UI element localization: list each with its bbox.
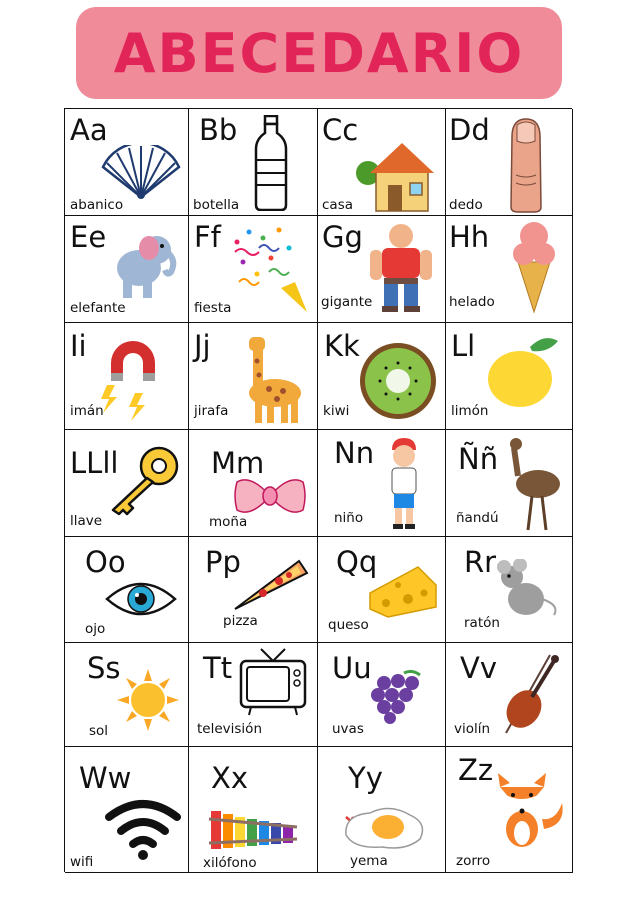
word-label: queso: [328, 617, 369, 633]
letter-label: Ll: [451, 329, 476, 363]
violin-icon: [498, 653, 560, 739]
cell-k: [318, 323, 446, 430]
word-label: abanico: [70, 197, 124, 213]
letter-label: Nn: [334, 436, 375, 470]
cell-g: [318, 216, 446, 323]
cell-t: [189, 643, 318, 747]
alphabet-grid: [64, 108, 572, 872]
word-label: casa: [322, 197, 354, 213]
word-label: uvas: [332, 721, 364, 737]
word-label: ñandú: [456, 510, 499, 526]
word-label: zorro: [456, 853, 491, 869]
letter-label: Ss: [87, 651, 121, 685]
letter-label: Qq: [336, 545, 378, 579]
letter-label: Kk: [324, 329, 360, 363]
word-label: gigante: [321, 294, 373, 310]
giant-icon: [368, 222, 434, 314]
cell-d: [446, 109, 573, 216]
letter-label: Oo: [85, 545, 126, 579]
word-label: yema: [350, 853, 388, 869]
word-label: ratón: [464, 615, 500, 631]
cell-x: [189, 747, 318, 873]
letter-label: Cc: [322, 113, 359, 147]
eye-icon: [105, 579, 177, 619]
cell-y: [318, 747, 446, 873]
cell-w: [65, 747, 189, 873]
word-label: niño: [334, 510, 364, 526]
elephant-icon: [111, 226, 179, 300]
cell-nn: [446, 430, 573, 537]
cheese-icon: [368, 563, 438, 619]
tv-icon: [239, 647, 307, 717]
cell-i: [65, 323, 189, 430]
cell-a: [65, 109, 189, 216]
word-label: xilófono: [203, 855, 257, 871]
wifi-icon: [105, 799, 181, 861]
letter-label: Uu: [332, 651, 372, 685]
word-label: ojo: [85, 621, 106, 637]
cell-o: [65, 537, 189, 643]
letter-label: Pp: [205, 545, 241, 579]
grapes-icon: [368, 669, 428, 725]
word-label: limón: [451, 403, 489, 419]
key-icon: [105, 444, 181, 516]
word-label: violín: [454, 721, 491, 737]
letter-label: Bb: [199, 113, 238, 147]
word-label: pizza: [223, 613, 258, 629]
letter-label: Yy: [348, 761, 383, 795]
cell-r: [446, 537, 573, 643]
fan-icon: [101, 145, 181, 200]
cell-l: [446, 323, 573, 430]
kiwi-icon: [358, 341, 438, 421]
word-label: helado: [449, 294, 495, 310]
letter-label: Zz: [458, 753, 494, 787]
cell-j: [189, 323, 318, 430]
cell-s: [65, 643, 189, 747]
cell-ll: [65, 430, 189, 537]
letter-label: Mm: [211, 446, 265, 480]
letter-label: Ff: [194, 220, 221, 254]
boy-icon: [386, 436, 422, 530]
cell-q: [318, 537, 446, 643]
mouse-icon: [496, 559, 562, 619]
letter-label: Vv: [460, 651, 498, 685]
word-label: botella: [193, 197, 240, 213]
magnet-icon: [101, 333, 171, 423]
cell-p: [189, 537, 318, 643]
cell-h: [446, 216, 573, 323]
letter-label: Xx: [211, 761, 249, 795]
word-label: wifi: [70, 854, 94, 870]
pizza-icon: [233, 559, 309, 611]
cell-z: [446, 747, 573, 873]
sun-icon: [117, 669, 179, 731]
ice-cream-icon: [512, 220, 556, 314]
house-icon: [356, 139, 440, 213]
cell-f: [189, 216, 318, 323]
xylophone-icon: [207, 805, 307, 851]
letter-label: Jj: [194, 329, 211, 363]
word-label: dedo: [449, 197, 483, 213]
letter-label: Ññ: [458, 442, 499, 476]
letter-label: LLll: [70, 446, 119, 480]
title-banner: [76, 7, 562, 99]
word-label: jirafa: [194, 403, 229, 419]
page-title: ABECEDARIO: [113, 21, 525, 85]
word-label: moña: [209, 514, 248, 530]
egg-yolk-icon: [340, 797, 430, 851]
word-label: sol: [89, 723, 109, 739]
giraffe-icon: [241, 333, 305, 425]
letter-label: Hh: [449, 220, 490, 254]
cell-u: [318, 643, 446, 747]
letter-label: Tt: [203, 651, 233, 685]
fox-icon: [486, 773, 566, 849]
cell-b: [189, 109, 318, 216]
word-label: fiesta: [194, 300, 232, 316]
letter-label: Rr: [464, 545, 497, 579]
rhea-icon: [506, 436, 562, 532]
letter-label: Ww: [79, 761, 132, 795]
letter-label: Gg: [322, 220, 363, 254]
letter-label: Ii: [70, 329, 87, 363]
bow-icon: [233, 474, 307, 518]
bottle-icon: [253, 115, 289, 211]
lemon-icon: [486, 331, 560, 411]
word-label: televisión: [197, 721, 262, 737]
cell-c: [318, 109, 446, 216]
word-label: kiwi: [323, 403, 350, 419]
cell-n: [318, 430, 446, 537]
word-label: elefante: [70, 300, 126, 316]
word-label: llave: [70, 513, 103, 529]
cell-e: [65, 216, 189, 323]
cell-v: [446, 643, 573, 747]
cell-m: [189, 430, 318, 537]
letter-label: Aa: [70, 113, 108, 147]
letter-label: Dd: [449, 113, 490, 147]
letter-label: Ee: [70, 220, 107, 254]
finger-icon: [508, 117, 544, 213]
confetti-icon: [229, 224, 311, 314]
word-label: imán: [70, 403, 104, 419]
